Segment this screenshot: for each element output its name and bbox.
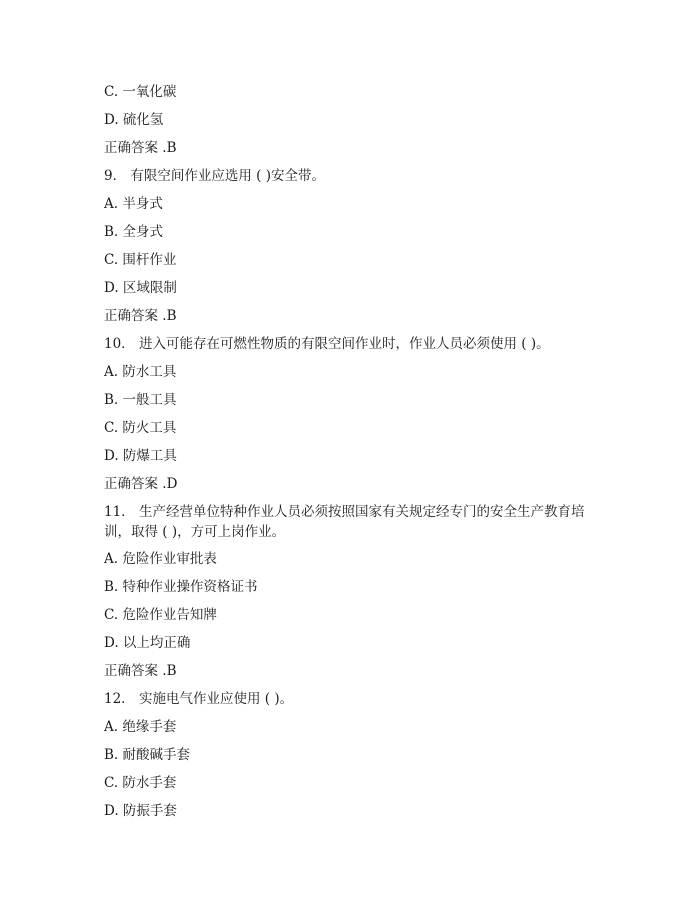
- option-c-q8: C. 一氧化碳: [104, 84, 177, 100]
- option-d-q12: D. 防振手套: [104, 803, 177, 819]
- option-c-q11: C. 危险作业告知牌: [104, 607, 217, 623]
- option-a-q12: A. 绝缘手套: [104, 719, 177, 735]
- option-d-q9: D. 区域限制: [104, 280, 177, 296]
- option-c-q9: C. 围杆作业: [104, 252, 177, 268]
- answer-q11: 正确答案 .B: [104, 663, 177, 679]
- option-d-q8: D. 硫化氢: [104, 112, 164, 128]
- question-11-cont: 训，取得 ( )，方可上岗作业。: [104, 524, 286, 540]
- option-b-q11: B. 特种作业操作资格证书: [104, 579, 258, 595]
- option-c-q10: C. 防火工具: [104, 420, 177, 436]
- answer-q9: 正确答案 .B: [104, 308, 177, 324]
- option-a-q10: A. 防水工具: [104, 364, 177, 380]
- option-b-q9: B. 全身式: [104, 224, 164, 240]
- question-9: 9． 有限空间作业应选用 ( )安全带。: [104, 168, 325, 184]
- question-12: 12． 实施电气作业应使用 ( )。: [104, 691, 294, 707]
- option-b-q10: B. 一般工具: [104, 392, 177, 408]
- option-c-q12: C. 防水手套: [104, 775, 177, 791]
- answer-q10: 正确答案 .D: [104, 476, 178, 492]
- answer-q8: 正确答案 .B: [104, 140, 177, 156]
- question-11: 11． 生产经营单位特种作业人员必须按照国家有关规定经专门的安全生产教育培: [104, 504, 585, 520]
- option-d-q11: D. 以上均正确: [104, 635, 191, 651]
- option-a-q9: A. 半身式: [104, 196, 163, 212]
- question-10: 10． 进入可能存在可燃性物质的有限空间作业时，作业人员必须使用 ( )。: [104, 336, 550, 352]
- option-a-q11: A. 危险作业审批表: [104, 551, 217, 567]
- option-d-q10: D. 防爆工具: [104, 448, 177, 464]
- option-b-q12: B. 耐酸碱手套: [104, 747, 191, 763]
